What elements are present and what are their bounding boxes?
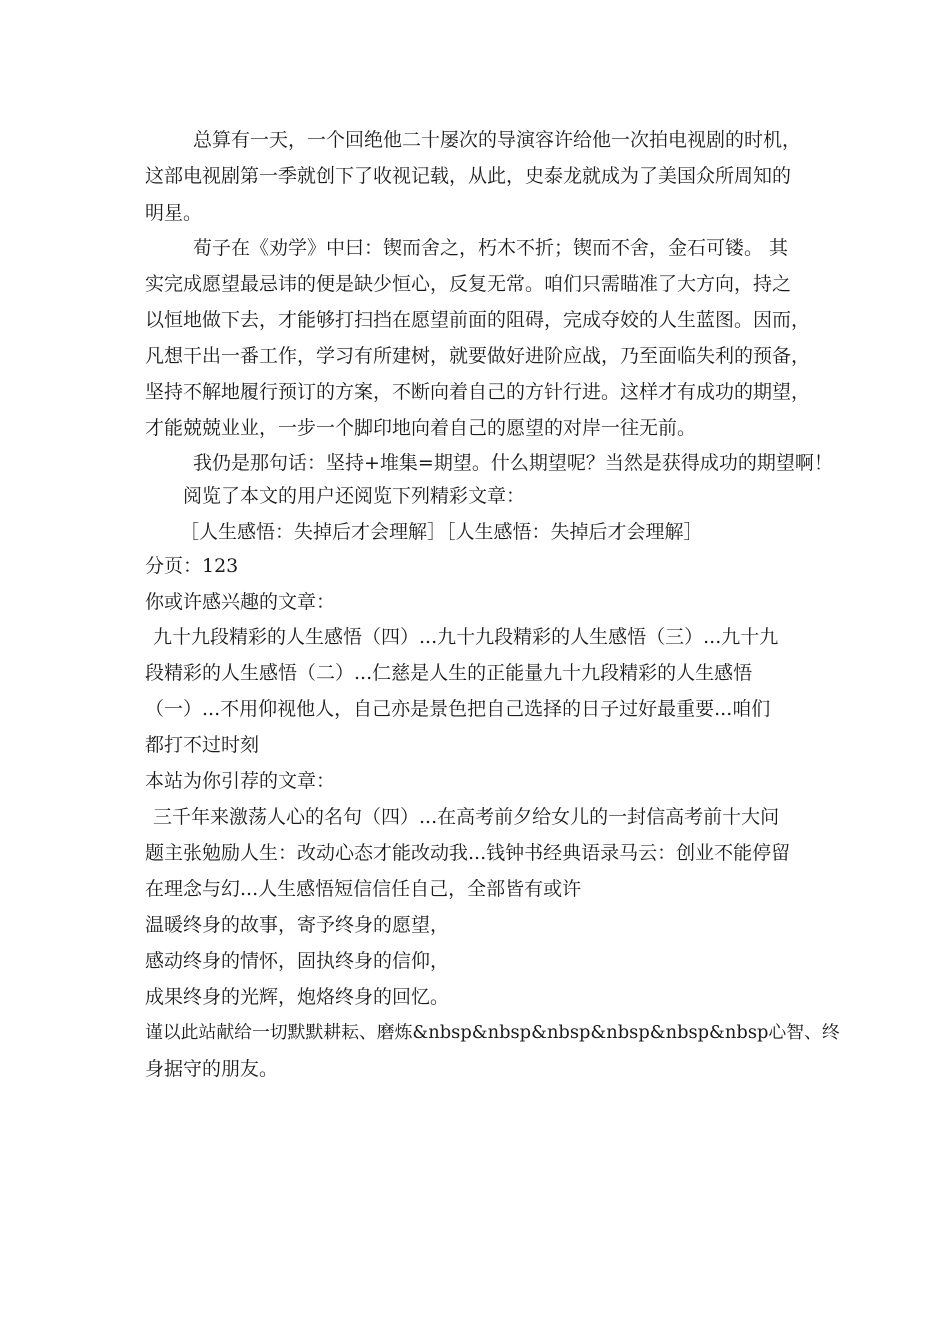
related-intro: 阅览了本文的用户还阅览下列精彩文章：	[183, 485, 526, 507]
paragraph-line: 以恒地做下去，才能够打扫挡在愿望前面的阻碍，完成夺姣的人生蓝图。因而，	[145, 309, 811, 331]
paragraph-line: 明星。	[145, 202, 203, 224]
interest-heading: 你或许感兴趣的文章：	[145, 591, 336, 613]
paragraph-line: 坚持不解地履行预订的方案，不断向着自己的方针行进。这样才有成功的期望，	[145, 381, 811, 403]
closing-line: 谨以此站献给一切默默耕耘、磨炼&nbsp&nbsp&nbsp&nbsp&nbsp&nbsp心智、终	[145, 1022, 840, 1043]
interest-links-line[interactable]: 段精彩的人生感悟（二）...仁慈是人生的正能量九十九段精彩的人生感悟	[145, 662, 753, 684]
related-links[interactable]: ［人生感悟：失掉后才会理解］［人生感悟：失掉后才会理解］	[180, 521, 703, 543]
interest-links-line[interactable]: （一）...不用仰视他人，自己亦是景色把自己选择的日子过好最重要...咱们	[145, 698, 771, 720]
interest-links-line[interactable]: 九十九段精彩的人生感悟（四）...九十九段精彩的人生感悟（三）...九十九	[153, 626, 779, 648]
paragraph-line: 总算有一天，一个回绝他二十屡次的导演容许给他一次拍电视剧的时机，	[193, 129, 802, 151]
recommend-links-line[interactable]: 三千年来激荡人心的名句（四）...在高考前夕给女儿的一封信高考前十大问	[153, 806, 780, 828]
interest-links-line[interactable]: 都打不过时刻	[145, 734, 260, 756]
paragraph-line: 才能兢兢业业，一步一个脚印地向着自己的愿望的对岸一往无前。	[145, 417, 697, 439]
recommend-links-line[interactable]: 题主张勉励人生：改动心态才能改动我...钱钟书经典语录马云：创业不能停留	[145, 842, 791, 864]
closing-line: 成果终身的光辉，炮烙终身的回忆。	[145, 986, 450, 1008]
closing-line: 感动终身的情怀，固执终身的信仰，	[145, 950, 450, 972]
recommend-heading: 本站为你引荐的文章：	[145, 770, 336, 792]
pagination[interactable]: 分页：123	[145, 555, 239, 577]
paragraph-line: 荀子在《劝学》中曰：锲而舍之，朽木不折；锲而不舍，金石可镂。 其	[193, 237, 789, 259]
paragraph-line: 实完成愿望最忌讳的便是缺少恒心，反复无常。咱们只需瞄准了大方向，持之	[145, 273, 792, 295]
recommend-links-line[interactable]: 在理念与幻...人生感悟短信信任自己，全部皆有或许	[145, 878, 582, 900]
closing-line: 身据守的朋友。	[145, 1058, 279, 1080]
closing-line: 温暖终身的故事，寄予终身的愿望，	[145, 914, 450, 936]
paragraph-line: 我仍是那句话：坚持+堆集=期望。什么期望呢？当然是获得成功的期望啊！	[193, 452, 833, 474]
paragraph-line: 凡想干出一番工作，学习有所建树，就要做好进阶应战，乃至面临失利的预备，	[145, 345, 811, 367]
paragraph-line: 这部电视剧第一季就创下了收视记载，从此，史泰龙就成为了美国众所周知的	[145, 165, 792, 187]
